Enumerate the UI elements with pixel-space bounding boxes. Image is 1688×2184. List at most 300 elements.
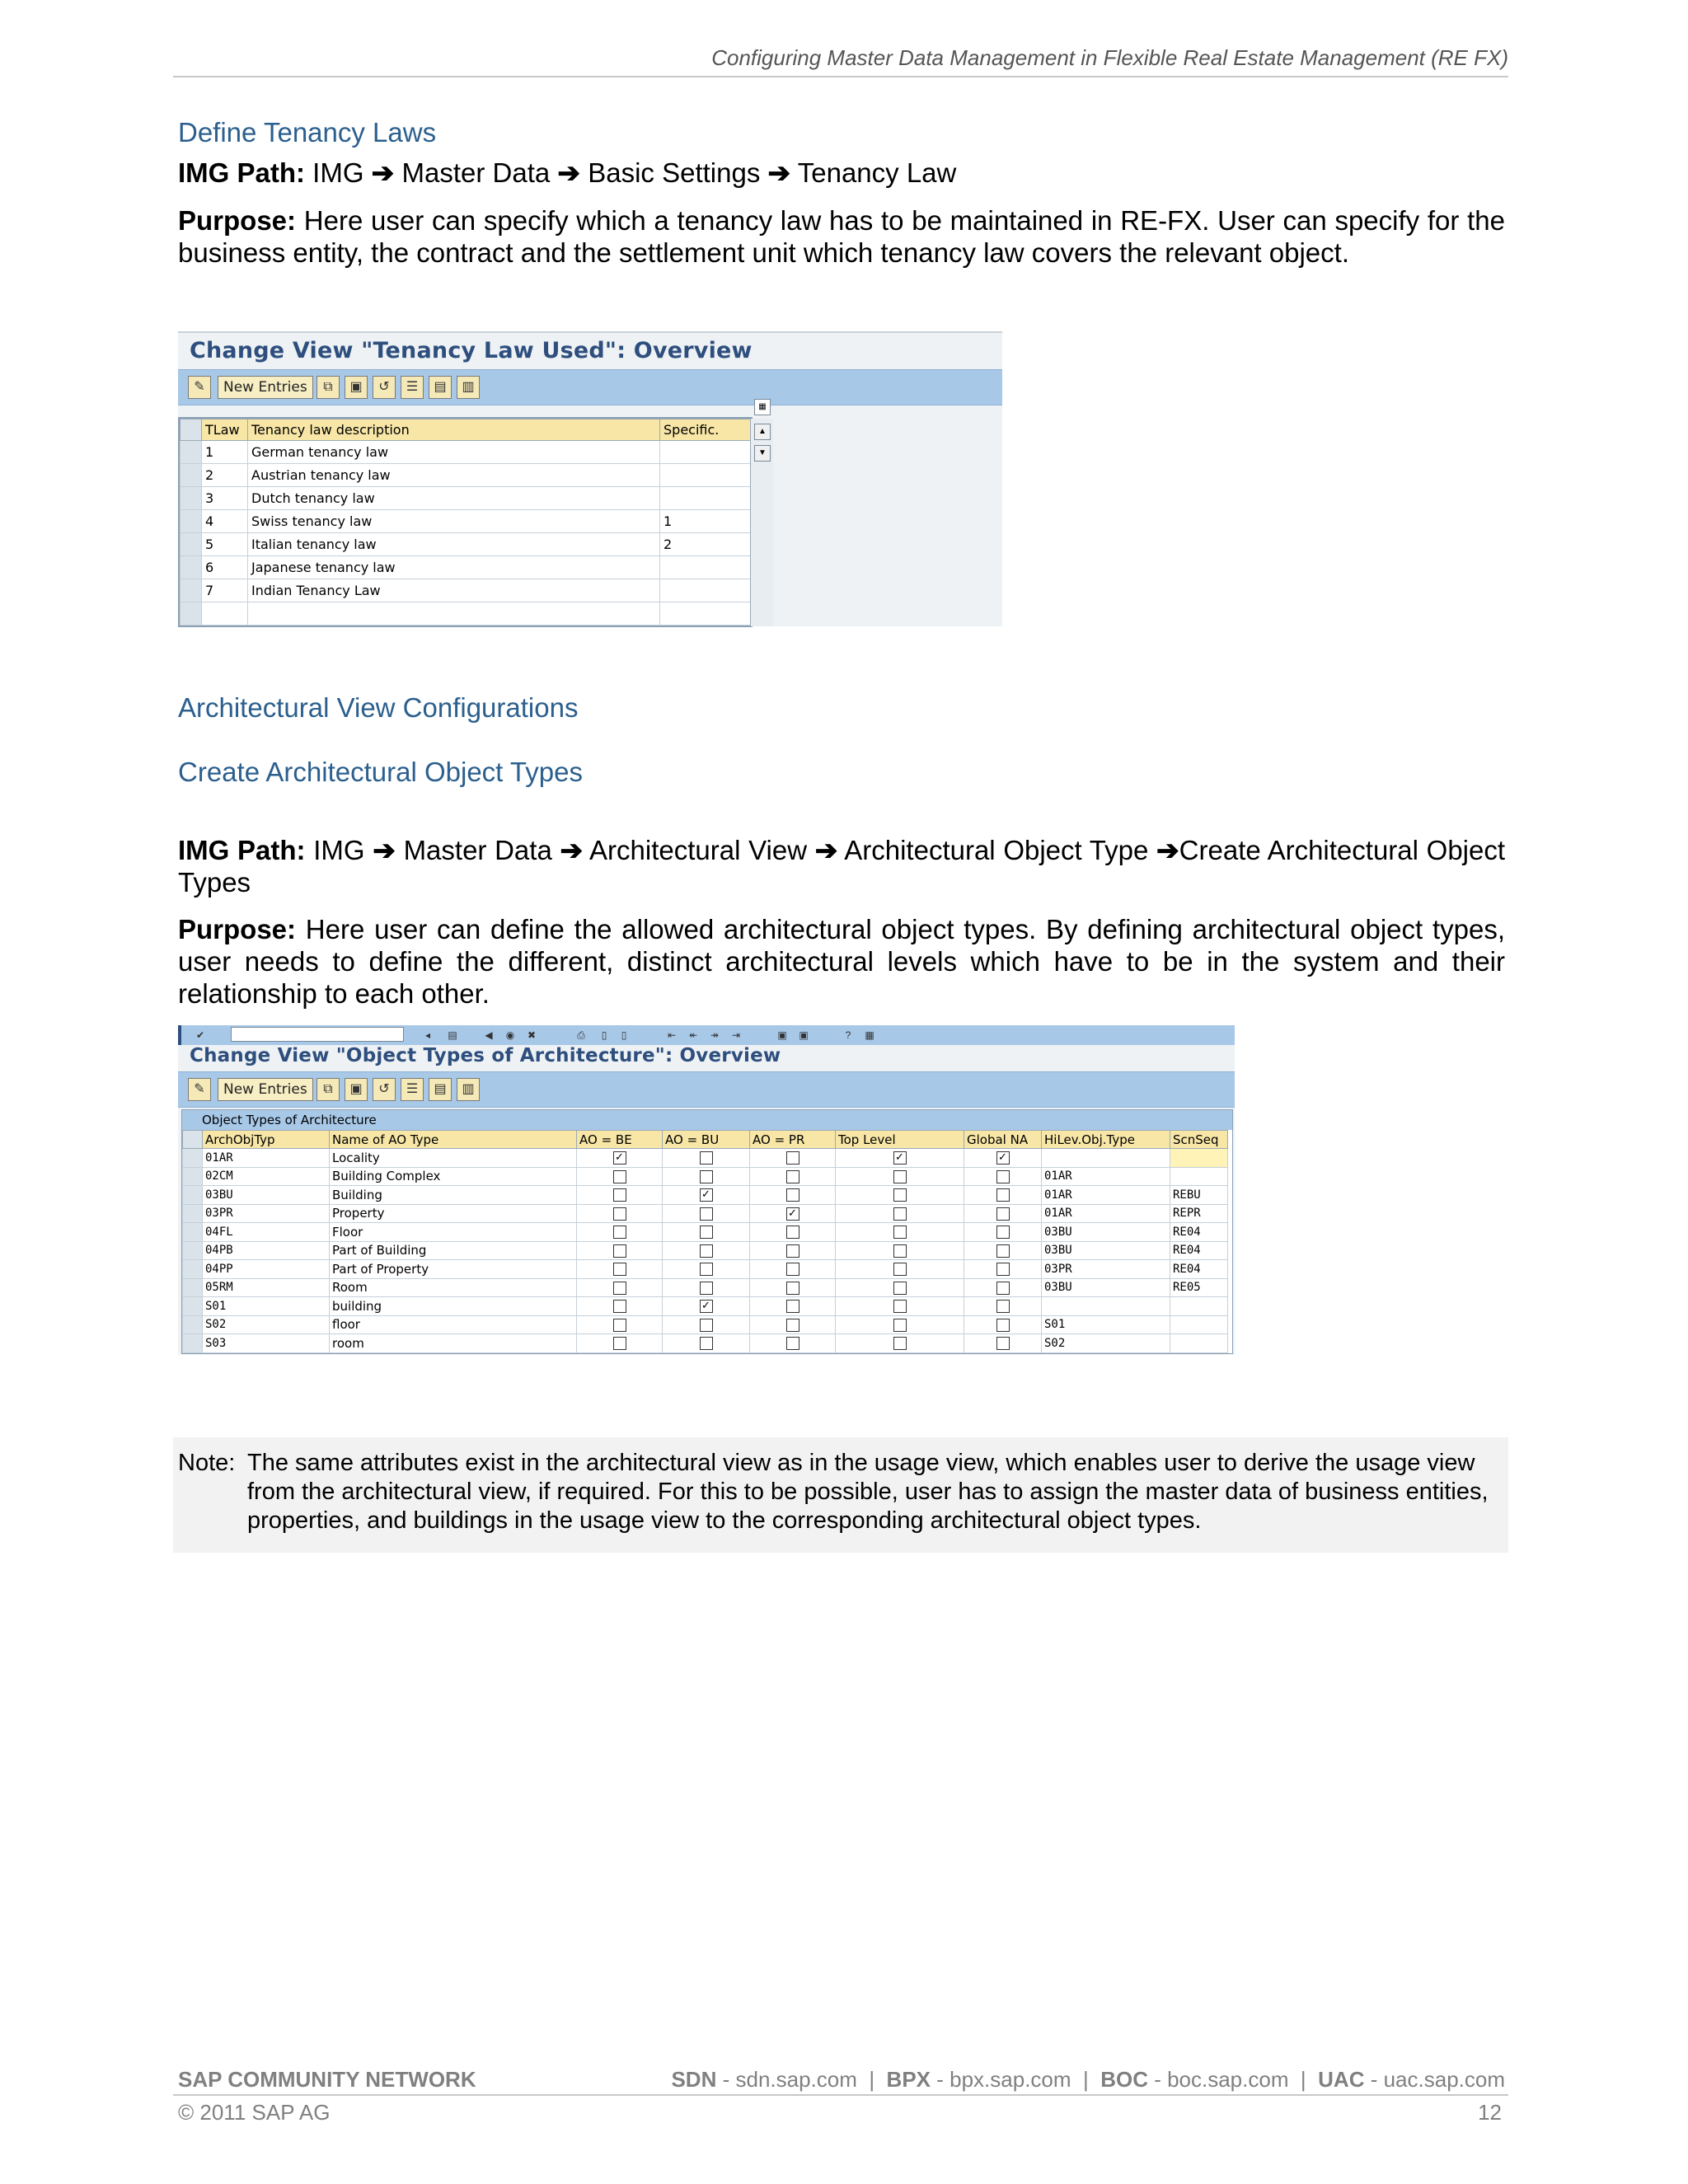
note-label: Note: bbox=[178, 1450, 236, 1476]
path-step: Master Data bbox=[403, 835, 552, 865]
table-row[interactable] bbox=[183, 1334, 1228, 1353]
arrow-right-icon: ➔ bbox=[814, 835, 838, 865]
screen-sequence-cell[interactable] bbox=[1170, 1149, 1228, 1168]
checkbox[interactable] bbox=[996, 1244, 1010, 1258]
delete-icon[interactable]: ▣ bbox=[345, 376, 368, 399]
checkbox[interactable] bbox=[786, 1188, 799, 1202]
help-icon[interactable]: ? bbox=[845, 1029, 851, 1041]
checkbox[interactable] bbox=[786, 1151, 799, 1165]
column-header[interactable]: TLaw bbox=[202, 419, 248, 441]
new-entries-button[interactable]: New Entries bbox=[218, 1078, 313, 1101]
description-cell[interactable]: Indian Tenancy Law bbox=[248, 579, 660, 602]
flag-cell bbox=[750, 1334, 836, 1353]
row-selector[interactable] bbox=[181, 510, 202, 533]
higher-level-type-cell[interactable]: 03BU bbox=[1042, 1241, 1170, 1260]
flag-cell bbox=[663, 1241, 750, 1260]
tlaw-cell[interactable]: 7 bbox=[202, 579, 248, 602]
find-next-icon[interactable]: ▯ bbox=[621, 1029, 627, 1041]
row-selector[interactable] bbox=[181, 487, 202, 510]
ao-type-code-cell[interactable]: S03 bbox=[203, 1334, 330, 1353]
row-selector[interactable] bbox=[181, 533, 202, 556]
flag-cell bbox=[750, 1149, 836, 1168]
sap-screen-object-types bbox=[178, 1025, 1235, 1355]
checkbox[interactable] bbox=[700, 1337, 713, 1350]
copy-icon[interactable]: ⧉ bbox=[316, 1078, 340, 1101]
checkbox[interactable] bbox=[996, 1188, 1010, 1202]
higher-level-type-cell[interactable]: 03PR bbox=[1042, 1260, 1170, 1279]
next-page-icon[interactable]: ↠ bbox=[710, 1029, 720, 1041]
flag-cell bbox=[577, 1186, 663, 1205]
flag-cell bbox=[663, 1149, 750, 1168]
higher-level-type-cell[interactable]: S01 bbox=[1042, 1315, 1170, 1334]
checkbox[interactable] bbox=[893, 1170, 907, 1183]
description-cell[interactable]: Italian tenancy law bbox=[248, 533, 660, 556]
section-heading-architectural: Architectural View Configurations bbox=[178, 692, 579, 723]
undo-icon[interactable]: ↺ bbox=[373, 376, 396, 399]
ao-type-name-cell[interactable]: Part of Building bbox=[330, 1241, 577, 1260]
checkbox[interactable] bbox=[893, 1300, 907, 1313]
higher-level-type-cell[interactable]: 01AR bbox=[1042, 1186, 1170, 1205]
checkbox[interactable] bbox=[996, 1263, 1010, 1276]
table-row[interactable] bbox=[181, 464, 751, 487]
path-step: Architectural View bbox=[589, 835, 808, 865]
scroll-up-icon[interactable]: ▲ bbox=[754, 424, 771, 440]
row-selector[interactable] bbox=[183, 1186, 203, 1205]
checked-checkbox[interactable]: ✓ bbox=[700, 1300, 713, 1313]
flag-cell bbox=[836, 1167, 964, 1186]
ao-type-code-cell[interactable]: 04PP bbox=[203, 1260, 330, 1279]
sap-screen-tenancy-law bbox=[178, 331, 1002, 626]
path-step: IMG bbox=[312, 157, 364, 188]
checkbox[interactable] bbox=[893, 1337, 907, 1350]
higher-level-type-cell[interactable] bbox=[1042, 1297, 1170, 1316]
higher-level-type-cell[interactable]: 01AR bbox=[1042, 1167, 1170, 1186]
ao-type-name-cell[interactable]: Part of Property bbox=[330, 1260, 577, 1279]
flag-cell bbox=[663, 1223, 750, 1242]
checkbox[interactable] bbox=[893, 1263, 907, 1276]
purpose-label: Purpose: bbox=[178, 914, 297, 944]
select-all-icon[interactable]: ☰ bbox=[401, 1078, 424, 1101]
copy-icon[interactable]: ⧉ bbox=[316, 376, 340, 399]
flag-cell bbox=[577, 1278, 663, 1297]
tlaw-cell[interactable]: 3 bbox=[202, 487, 248, 510]
column-header[interactable]: Name of AO Type bbox=[330, 1131, 577, 1149]
column-header[interactable]: Top Level bbox=[836, 1131, 964, 1149]
purpose-architectural bbox=[178, 913, 1505, 1010]
flag-cell bbox=[964, 1167, 1042, 1186]
flag-cell bbox=[750, 1241, 836, 1260]
purpose-label: Purpose: bbox=[178, 205, 297, 236]
footer-link-name: BPX bbox=[886, 2067, 931, 2092]
arrow-right-icon: ➔ bbox=[373, 835, 396, 865]
flag-cell bbox=[577, 1241, 663, 1260]
checkbox[interactable] bbox=[996, 1319, 1010, 1332]
specific-cell[interactable] bbox=[660, 441, 751, 464]
ao-type-name-cell[interactable]: Building bbox=[330, 1186, 577, 1205]
checkbox[interactable] bbox=[613, 1337, 626, 1350]
flag-cell bbox=[577, 1204, 663, 1223]
tenancy-law-table bbox=[178, 417, 753, 627]
ao-type-code-cell[interactable]: 04PB bbox=[203, 1241, 330, 1260]
tlaw-cell[interactable]: 4 bbox=[202, 510, 248, 533]
application-toolbar bbox=[178, 369, 1002, 405]
exit-icon[interactable]: ◉ bbox=[505, 1029, 515, 1041]
checkbox[interactable] bbox=[613, 1226, 626, 1239]
ao-type-name-cell[interactable]: Floor bbox=[330, 1223, 577, 1242]
table-row[interactable] bbox=[183, 1278, 1228, 1297]
specific-cell[interactable] bbox=[660, 487, 751, 510]
checkbox[interactable] bbox=[786, 1226, 799, 1239]
ao-type-name-cell[interactable]: Room bbox=[330, 1278, 577, 1297]
find-icon[interactable]: ▯ bbox=[601, 1029, 607, 1041]
flag-cell bbox=[577, 1149, 663, 1168]
column-header[interactable]: HiLev.Obj.Type bbox=[1042, 1131, 1170, 1149]
flag-cell bbox=[964, 1149, 1042, 1168]
empty-cell[interactable] bbox=[660, 602, 751, 626]
flag-cell bbox=[750, 1167, 836, 1186]
checkbox[interactable] bbox=[613, 1170, 626, 1183]
column-header[interactable]: AO = PR bbox=[750, 1131, 836, 1149]
row-selector[interactable] bbox=[181, 579, 202, 602]
checkbox[interactable] bbox=[893, 1244, 907, 1258]
table-row[interactable] bbox=[181, 533, 751, 556]
row-selector[interactable] bbox=[181, 441, 202, 464]
table-row[interactable] bbox=[181, 579, 751, 602]
checkbox[interactable] bbox=[996, 1282, 1010, 1295]
column-header[interactable]: Global NA bbox=[964, 1131, 1042, 1149]
checkbox[interactable] bbox=[893, 1319, 907, 1332]
checkbox[interactable] bbox=[613, 1319, 626, 1332]
screen-sequence-cell[interactable] bbox=[1170, 1315, 1228, 1334]
checkbox[interactable] bbox=[700, 1170, 713, 1183]
row-selector[interactable] bbox=[183, 1334, 203, 1353]
screen-sequence-cell[interactable]: REPR bbox=[1170, 1204, 1228, 1223]
footer-links: SDN - sdn.sap.com | BPX - bpx.sap.com | BOC - boc.sap.com | UAC - uac.sap.com bbox=[671, 2067, 1505, 2092]
screen-sequence-cell[interactable] bbox=[1170, 1167, 1228, 1186]
img-path-tenancy bbox=[178, 157, 1505, 189]
dropdown-icon[interactable]: ◂ bbox=[424, 1029, 431, 1041]
checkbox[interactable] bbox=[613, 1244, 626, 1258]
footer-copyright: © 2011 SAP AG bbox=[178, 2100, 331, 2125]
footer-link-url[interactable]: boc.sap.com bbox=[1167, 2067, 1289, 2092]
checkbox[interactable] bbox=[893, 1226, 907, 1239]
checkbox[interactable] bbox=[613, 1300, 626, 1313]
ao-type-name-cell[interactable]: building bbox=[330, 1297, 577, 1316]
checked-checkbox[interactable]: ✓ bbox=[893, 1151, 907, 1165]
row-selector-header[interactable] bbox=[181, 419, 202, 441]
checkbox[interactable] bbox=[613, 1282, 626, 1295]
screen-sequence-cell[interactable]: RE05 bbox=[1170, 1278, 1228, 1297]
select-block-icon[interactable]: ▤ bbox=[429, 1078, 452, 1101]
ao-type-code-cell[interactable]: 03BU bbox=[203, 1186, 330, 1205]
row-selector[interactable] bbox=[183, 1241, 203, 1260]
flag-cell bbox=[836, 1149, 964, 1168]
checked-checkbox[interactable]: ✓ bbox=[613, 1151, 626, 1165]
checkbox[interactable] bbox=[786, 1263, 799, 1276]
change-display-icon[interactable]: ✎ bbox=[188, 376, 211, 399]
checkbox[interactable] bbox=[613, 1207, 626, 1221]
table-row[interactable] bbox=[181, 487, 751, 510]
ao-type-name-cell[interactable]: Locality bbox=[330, 1149, 577, 1168]
row-selector-header[interactable] bbox=[183, 1131, 203, 1149]
checkbox[interactable] bbox=[700, 1207, 713, 1221]
table-row[interactable] bbox=[181, 441, 751, 464]
deselect-all-icon[interactable]: ▥ bbox=[457, 1078, 480, 1101]
flag-cell bbox=[663, 1297, 750, 1316]
checkbox[interactable] bbox=[613, 1188, 626, 1202]
arrow-right-icon: ➔ bbox=[1156, 835, 1179, 865]
path-step: Create Architectural Object Types bbox=[178, 835, 1506, 898]
note-text: The same attributes exist in the architectural view as in the usage view, which enables user to derive the usage view from the architectural view, if required. For this to be possible, user has to assign the master data of business entities, properties, and buildings in the usage view to the corresponding architectural object types. bbox=[247, 1450, 1489, 1534]
row-selector[interactable] bbox=[183, 1149, 203, 1168]
flag-cell bbox=[750, 1278, 836, 1297]
img-path-label: IMG Path: bbox=[178, 835, 306, 865]
flag-cell bbox=[964, 1186, 1042, 1205]
specific-cell[interactable] bbox=[660, 464, 751, 487]
checkbox[interactable] bbox=[700, 1282, 713, 1295]
checkbox[interactable] bbox=[996, 1170, 1010, 1183]
empty-cell[interactable] bbox=[181, 602, 202, 626]
checkbox[interactable] bbox=[613, 1263, 626, 1276]
checkbox[interactable] bbox=[700, 1319, 713, 1332]
tlaw-cell[interactable]: 2 bbox=[202, 464, 248, 487]
column-header[interactable]: Tenancy law description bbox=[248, 419, 660, 441]
last-page-icon[interactable]: ⇥ bbox=[731, 1029, 741, 1041]
flag-cell bbox=[836, 1315, 964, 1334]
column-header[interactable]: ArchObjTyp bbox=[203, 1131, 330, 1149]
purpose-tenancy bbox=[178, 204, 1505, 269]
screen-title: Change View "Object Types of Architecture": Overview bbox=[190, 1045, 781, 1066]
ao-type-name-cell[interactable]: Property bbox=[330, 1204, 577, 1223]
tlaw-cell[interactable]: 1 bbox=[202, 441, 248, 464]
ao-type-code-cell[interactable]: 05RM bbox=[203, 1278, 330, 1297]
checkbox[interactable] bbox=[996, 1300, 1010, 1313]
column-header[interactable]: AO = BU bbox=[663, 1131, 750, 1149]
ao-type-code-cell[interactable]: S02 bbox=[203, 1315, 330, 1334]
description-cell[interactable]: Japanese tenancy law bbox=[248, 556, 660, 579]
table-row[interactable] bbox=[183, 1241, 1228, 1260]
purpose-text: Here user can specify which a tenancy law has to be maintained in RE-FX. User can specify for the business entity, the contract and the settlement unit which tenancy law covers the relevant object. bbox=[178, 205, 1505, 268]
empty-cell[interactable] bbox=[248, 602, 660, 626]
table-row[interactable] bbox=[183, 1315, 1228, 1334]
system-toolbar bbox=[178, 1025, 1235, 1045]
ao-type-code-cell[interactable]: 03PR bbox=[203, 1204, 330, 1223]
application-toolbar bbox=[178, 1071, 1235, 1108]
row-selector[interactable] bbox=[181, 556, 202, 579]
previous-page-icon[interactable]: ↞ bbox=[688, 1029, 698, 1041]
ao-type-code-cell[interactable]: 01AR bbox=[203, 1149, 330, 1168]
table-row[interactable] bbox=[181, 510, 751, 533]
checkbox[interactable] bbox=[786, 1337, 799, 1350]
flag-cell bbox=[964, 1204, 1042, 1223]
flag-cell bbox=[663, 1204, 750, 1223]
tlaw-cell[interactable]: 6 bbox=[202, 556, 248, 579]
row-selector[interactable] bbox=[183, 1223, 203, 1242]
path-step: Master Data bbox=[401, 157, 551, 188]
section-heading-tenancy-laws: Define Tenancy Laws bbox=[178, 117, 437, 148]
vertical-scrollbar[interactable] bbox=[750, 402, 773, 626]
select-all-icon[interactable]: ☰ bbox=[401, 376, 424, 399]
flag-cell bbox=[663, 1260, 750, 1279]
specific-cell[interactable] bbox=[660, 579, 751, 602]
arrow-right-icon: ➔ bbox=[557, 157, 581, 188]
flag-cell bbox=[836, 1260, 964, 1279]
flag-cell bbox=[964, 1278, 1042, 1297]
flag-cell bbox=[663, 1334, 750, 1353]
checkbox[interactable] bbox=[893, 1188, 907, 1202]
create-session-icon[interactable]: ▣ bbox=[777, 1029, 787, 1041]
column-header[interactable]: AO = BE bbox=[577, 1131, 663, 1149]
flag-cell bbox=[663, 1278, 750, 1297]
ao-type-name-cell[interactable]: floor bbox=[330, 1315, 577, 1334]
arrow-right-icon: ➔ bbox=[767, 157, 791, 188]
row-selector[interactable] bbox=[183, 1315, 203, 1334]
flag-cell bbox=[964, 1315, 1042, 1334]
description-cell[interactable]: Swiss tenancy law bbox=[248, 510, 660, 533]
table-row[interactable] bbox=[183, 1204, 1228, 1223]
higher-level-type-cell[interactable]: 03BU bbox=[1042, 1223, 1170, 1242]
specific-cell[interactable]: 2 bbox=[660, 533, 751, 556]
cancel-icon[interactable]: ✖ bbox=[527, 1029, 537, 1041]
description-cell[interactable]: Dutch tenancy law bbox=[248, 487, 660, 510]
table-row[interactable] bbox=[183, 1149, 1228, 1168]
row-selector[interactable] bbox=[183, 1167, 203, 1186]
checkbox[interactable] bbox=[700, 1263, 713, 1276]
checkbox[interactable] bbox=[786, 1282, 799, 1295]
table-row[interactable] bbox=[181, 556, 751, 579]
row-selector[interactable] bbox=[183, 1278, 203, 1297]
row-selector[interactable] bbox=[183, 1204, 203, 1223]
table-row[interactable] bbox=[183, 1297, 1228, 1316]
checkbox[interactable] bbox=[996, 1226, 1010, 1239]
page-number: 12 bbox=[1478, 2100, 1502, 2125]
arrow-right-icon: ➔ bbox=[560, 835, 584, 865]
first-page-icon[interactable]: ⇤ bbox=[667, 1029, 677, 1041]
footer-link-url[interactable]: uac.sap.com bbox=[1383, 2067, 1505, 2092]
row-selector[interactable] bbox=[183, 1260, 203, 1279]
undo-icon[interactable]: ↺ bbox=[373, 1078, 396, 1101]
checkbox[interactable] bbox=[786, 1244, 799, 1258]
flag-cell bbox=[750, 1204, 836, 1223]
screen-title: Change View "Tenancy Law Used": Overview bbox=[190, 338, 753, 363]
ao-type-name-cell[interactable]: Building Complex bbox=[330, 1167, 577, 1186]
flag-cell bbox=[577, 1297, 663, 1316]
footer-link-url[interactable]: sdn.sap.com bbox=[735, 2067, 857, 2092]
empty-cell[interactable] bbox=[202, 602, 248, 626]
footer-rule bbox=[173, 2094, 1508, 2096]
delete-icon[interactable]: ▣ bbox=[345, 1078, 368, 1101]
checkbox[interactable] bbox=[786, 1319, 799, 1332]
save-icon[interactable]: ▤ bbox=[448, 1029, 457, 1041]
table-row[interactable] bbox=[183, 1260, 1228, 1279]
higher-level-type-cell[interactable]: S02 bbox=[1042, 1334, 1170, 1353]
select-block-icon[interactable]: ▤ bbox=[429, 376, 452, 399]
checked-checkbox[interactable]: ✓ bbox=[700, 1188, 713, 1202]
column-header[interactable]: ScnSeq bbox=[1170, 1131, 1228, 1149]
table-row[interactable] bbox=[183, 1223, 1228, 1242]
img-path-architectural bbox=[178, 834, 1505, 898]
flag-cell bbox=[836, 1297, 964, 1316]
flag-cell bbox=[663, 1167, 750, 1186]
flag-cell bbox=[577, 1223, 663, 1242]
arrow-right-icon: ➔ bbox=[371, 157, 395, 188]
higher-level-type-cell[interactable] bbox=[1042, 1149, 1170, 1168]
column-config-icon[interactable]: ▦ bbox=[754, 399, 771, 415]
ao-type-name-cell[interactable]: room bbox=[330, 1334, 577, 1353]
description-cell[interactable]: Austrian tenancy law bbox=[248, 464, 660, 487]
ao-type-code-cell[interactable]: 02CM bbox=[203, 1167, 330, 1186]
specific-cell[interactable] bbox=[660, 556, 751, 579]
specific-cell[interactable]: 1 bbox=[660, 510, 751, 533]
purpose-text: Here user can define the allowed architectural object types. By defining architectural object types, user needs to define the different, distinct architectural levels which have to be in the system and their relationship to each other. bbox=[178, 914, 1505, 1009]
path-step: Basic Settings bbox=[588, 157, 761, 188]
tlaw-cell[interactable]: 5 bbox=[202, 533, 248, 556]
new-entries-button[interactable]: New Entries bbox=[218, 376, 313, 399]
screen-sequence-cell[interactable]: REBU bbox=[1170, 1186, 1228, 1205]
higher-level-type-cell[interactable]: 01AR bbox=[1042, 1204, 1170, 1223]
higher-level-type-cell[interactable]: 03BU bbox=[1042, 1278, 1170, 1297]
table-row[interactable] bbox=[183, 1186, 1228, 1205]
flag-cell bbox=[836, 1204, 964, 1223]
screen-sequence-cell[interactable] bbox=[1170, 1297, 1228, 1316]
back-icon[interactable]: ◀ bbox=[485, 1029, 493, 1041]
table-row[interactable] bbox=[183, 1167, 1228, 1186]
path-step: Architectural Object Type bbox=[844, 835, 1149, 865]
empty-row[interactable] bbox=[181, 602, 751, 626]
flag-cell bbox=[836, 1241, 964, 1260]
checkbox[interactable] bbox=[893, 1207, 907, 1221]
column-header[interactable]: Specific. bbox=[660, 419, 751, 441]
screen-sequence-cell[interactable] bbox=[1170, 1334, 1228, 1353]
screen-sequence-cell[interactable]: RE04 bbox=[1170, 1241, 1228, 1260]
description-cell[interactable]: German tenancy law bbox=[248, 441, 660, 464]
layout-menu-icon[interactable]: ▦ bbox=[865, 1029, 874, 1041]
checkbox[interactable] bbox=[893, 1282, 907, 1295]
path-step: IMG bbox=[313, 835, 365, 865]
flag-cell bbox=[836, 1278, 964, 1297]
checkbox[interactable] bbox=[786, 1170, 799, 1183]
checkbox[interactable] bbox=[700, 1226, 713, 1239]
flag-cell bbox=[663, 1315, 750, 1334]
scroll-down-icon[interactable]: ▼ bbox=[754, 445, 771, 462]
ao-type-code-cell[interactable]: S01 bbox=[203, 1297, 330, 1316]
change-display-icon[interactable]: ✎ bbox=[188, 1078, 211, 1101]
footer-link-url[interactable]: bpx.sap.com bbox=[950, 2067, 1071, 2092]
checkbox[interactable] bbox=[996, 1207, 1010, 1221]
deselect-all-icon[interactable]: ▥ bbox=[457, 376, 480, 399]
checkbox[interactable] bbox=[700, 1151, 713, 1165]
command-field[interactable] bbox=[231, 1027, 404, 1042]
row-selector[interactable] bbox=[181, 464, 202, 487]
checkbox[interactable] bbox=[996, 1337, 1010, 1350]
flag-cell bbox=[750, 1223, 836, 1242]
enter-icon[interactable]: ✔ bbox=[195, 1029, 205, 1041]
screen-sequence-cell[interactable]: RE04 bbox=[1170, 1260, 1228, 1279]
path-step: Tenancy Law bbox=[797, 157, 957, 188]
flag-cell bbox=[836, 1186, 964, 1205]
checked-checkbox[interactable]: ✓ bbox=[786, 1207, 799, 1221]
ao-type-code-cell[interactable]: 04FL bbox=[203, 1223, 330, 1242]
checkbox[interactable] bbox=[700, 1244, 713, 1258]
checkbox[interactable] bbox=[786, 1300, 799, 1313]
object-types-table bbox=[181, 1109, 1233, 1354]
print-icon[interactable]: ⎙ bbox=[577, 1029, 585, 1041]
shortcut-icon[interactable]: ▣ bbox=[799, 1029, 809, 1041]
checked-checkbox[interactable]: ✓ bbox=[996, 1151, 1010, 1165]
flag-cell bbox=[577, 1315, 663, 1334]
row-selector[interactable] bbox=[183, 1297, 203, 1316]
screen-sequence-cell[interactable]: RE04 bbox=[1170, 1223, 1228, 1242]
